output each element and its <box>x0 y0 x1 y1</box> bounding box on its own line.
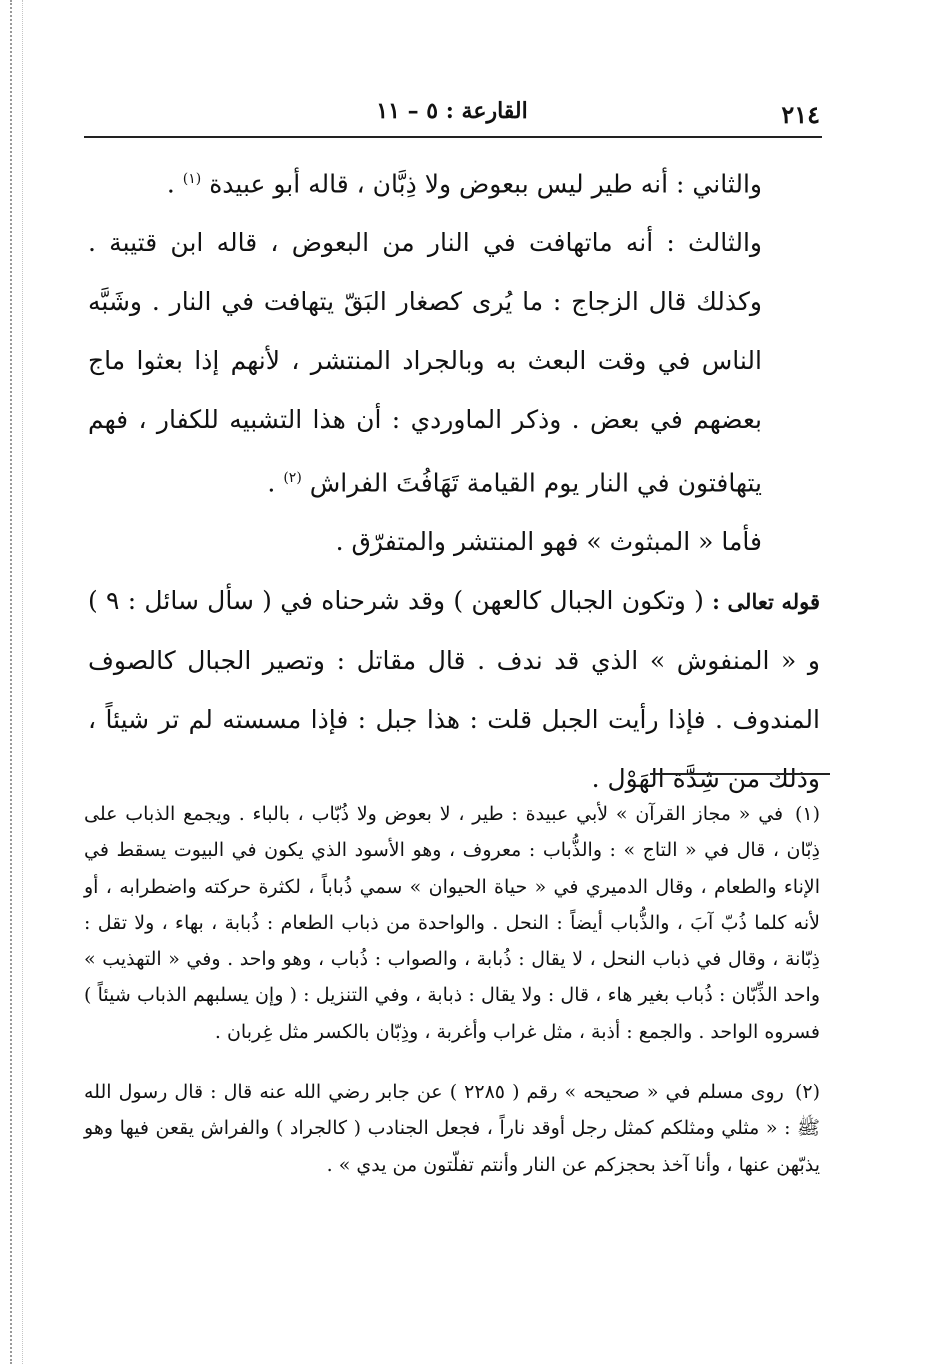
paragraph-text: ( وتكون الجبال كالعهن ) وقد شرحناه في ( سأل سائل : ٩ ) و « المنفوش » الذي قد ندف . قال مقاتل : وتصير الجبال كالصوف المندوف . فإذا رأيت الجبل قلت : هذا جبل : فإذا مسسته لم تر شيئاً ، وذلك من شِدَّة الهَوْل . <box>88 586 820 793</box>
paragraph-end: . <box>166 169 183 199</box>
paragraph-second-opinion <box>88 150 820 214</box>
footnote-2 <box>84 1074 820 1183</box>
footnote-label: (٢) <box>794 1081 820 1104</box>
scan-edge-dotted-line-faint <box>22 0 23 1364</box>
footnote-text: في « مجاز القرآن » لأبي عبيدة : طير ، لا بعوض ولا ذُبّاب ، بالباء . ويجمع الذباب على ذِبّان ، قال في « التاج » : والذُّباب : معروف ، وهو الأسود الذي يكون في البيوت يسقط في الإناء والطعام ، وقال الدميري في « حياة الحيوان » سمي ذُباباً ، لكثرة حركته واضطرابه ، أو لأنه كلما ذُبّ آبَ ، والذُّباب أيضاً : النحل . والواحدة من ذباب الطعام : ذُبابة ، بهاء ، ولا تقل : ذِبّانة ، وقال في ذباب النحل ، لا يقال : ذُبابة ، والصواب : ذُباب ، وهو واحد . وفي « التهذيب » واحد الذِّبّان : ذُباب بغير هاء ، قال : ولا يقال : ذبابة ، وفي التنزيل : ( وإن يسلبهم الذباب شيئاً ) فسروه الواحد . والجمع : أذبة ، مثل غراب وأغربة ، وذِبّان بالكسر مثل غِربان . <box>84 803 820 1043</box>
footnotes <box>84 796 820 1183</box>
running-head: القارعة : ٥ – ١١ <box>376 98 528 124</box>
verse-lead: قوله تعالى : <box>712 589 821 615</box>
footnote-label: (١) <box>794 803 820 825</box>
paragraph-mabthuth: فأما « المبثوث » فهو المنتشر والمتفرّق . <box>335 527 762 557</box>
footnote-separator <box>650 773 830 775</box>
paragraph-text: والثاني : أنه طير ليس ببعوض ولا ذِبَّان ، قاله أبو عبيدة <box>209 169 762 199</box>
footnote-text: روى مسلم في « صحيحه » رقم ( ٢٢٨٥ ) عن جابر رضي الله عنه قال : قال رسول الله ﷺ : « مثلي ومثلكم كمثل رجل أوقد ناراً ، فجعل الجنادب ( كالجراد ) والفراش يقعن فيها وهو يذبّهن عنها ، وأنا آخذ بحجزكم عن النار وأنتم تفلّتون من يدي » . <box>84 1081 820 1176</box>
page-header <box>84 92 820 132</box>
header-rule <box>84 136 822 138</box>
paragraph-text: والثالث : أنه ماتهافت في النار من البعوض ، قاله ابن قتيبة . وكذلك قال الزجاج : ما يُرى كصغار البَقّ يتهافت في النار . وشَبَّه الناس في وقت البعث به وبالجراد المنتشر ، لأنهم إذا بعثوا ماج بعضهم في بعض . وذكر الماوردي : أن هذا التشبيه للكفار ، فهم يتهافتون في النار يوم القيامة تَهَافُتَ الفراش <box>88 228 762 498</box>
footnote-ref-1[interactable]: (١) <box>182 171 202 187</box>
footnote-1 <box>84 796 820 1050</box>
paragraph-third-opinion <box>88 214 820 513</box>
page-number: ٢١٤ <box>781 100 820 129</box>
main-text <box>88 150 820 808</box>
scan-edge-dotted-line <box>10 0 12 1364</box>
footnote-ref-2[interactable]: (٢) <box>283 470 302 487</box>
paragraph-end: . <box>267 468 284 498</box>
